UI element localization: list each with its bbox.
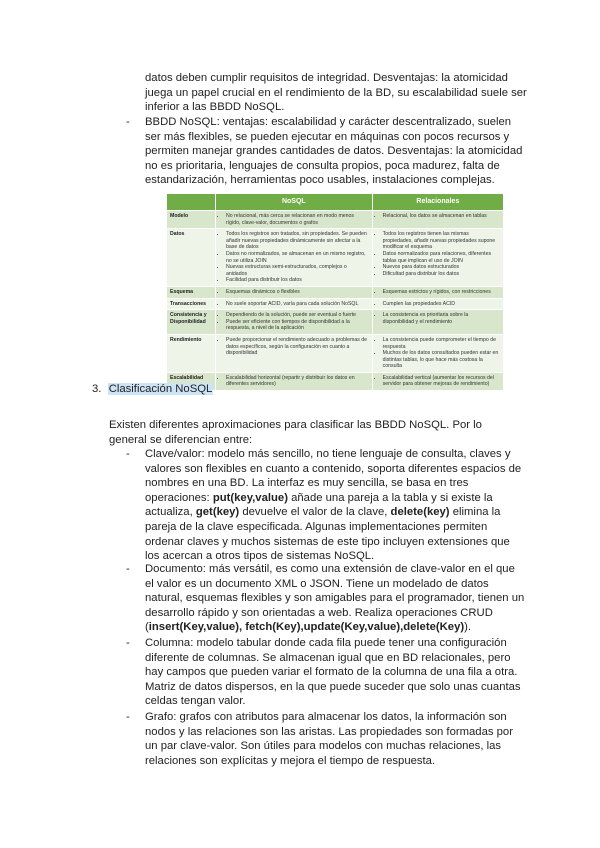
bullet-clave-valor: Clave/valor: modelo más sencillo, no tiene lenguaje de consulta, claves y valores son flexibles en cuanto a contenido, soporta diferentes espacios de nombres en una BD. La interfaz es muy sencilla, se basa en tres operaciones: put(key,value) añade una pareja a la tabla y si existe la actualiza, get(key) devuelve el valor de la clave, delete(key) elimina la pareja de la clave especificada. Algunas implementaciones permiten ordenar claves y muchos sistemas de este tipo incluyen extensiones que los acercan a otros tipos de sistemas NoSQL. <box>145 448 522 563</box>
table-row <box>167 229 504 287</box>
section-number: 3. <box>92 383 102 395</box>
table-header-relacionales: Relacionales <box>372 194 503 211</box>
table-row-label: Transacciones <box>167 298 216 310</box>
table-row <box>167 211 504 229</box>
table-cell-item: • Muchos de los datos consultados pueden estar en distintas tablas, lo que hace más costosa la consulta <box>383 350 500 370</box>
table-cell-item: • Cumplen las propiedades ACID <box>383 301 500 308</box>
paragraph-intro: Existen diferentes aproximaciones para clasificar las BBDD NoSQL. Por lo general se diferencian entre: <box>109 419 482 446</box>
op-put: put(key,value) <box>212 491 288 504</box>
table-row-label: Escalabilidad <box>167 372 216 390</box>
paragraph-relational-cons: datos deben cumplir requisitos de integridad. Desventajas: la atomicidad juega un papel crucial en el rendimiento de la BD, su escalabilidad suele ser inferior a las BBDD NoSQL. <box>145 72 527 114</box>
table-cell-item: • Escalabilidad vertical (aumentar los recursos del servidor para obtener mejoras de rendimiento) <box>383 375 500 388</box>
table-cell-relacionales <box>372 334 503 372</box>
bullet-dash: - <box>126 711 130 723</box>
table-cell-relacionales <box>372 372 503 390</box>
table-cell-item: • Datos normalizados para relaciones, diferentes tablas que implican el uso de JOIN <box>383 251 500 264</box>
table-row-label: Consistencia y Disponibilidad <box>167 310 216 335</box>
table-cell-item: • Dependiendo de la solución, puede ser eventual o fuerte <box>226 312 369 319</box>
table-cell-relacionales <box>372 298 503 310</box>
table-cell-item: • Nuevos para datos estructurados <box>383 264 500 271</box>
table-row <box>167 298 504 310</box>
comparison-table <box>166 193 504 391</box>
table-cell-nosql <box>216 334 373 372</box>
table-cell-item: • No relacional, más cerca se relacionan en modo menos rígido, clave-valor, documentos o grafos <box>226 213 369 226</box>
table-cell-item: • Esquemas estrictos y rígidos, con restricciones <box>383 289 500 296</box>
table-cell-relacionales <box>372 310 503 335</box>
table-cell-relacionales <box>372 229 503 287</box>
bullet-dash: - <box>126 637 130 649</box>
table-cell-item: • Nuevas estructuras semi-estructurados, complejos o anidados <box>226 264 369 277</box>
table-cell-item: • La consistencia puede comprometer el tiempo de respuesta <box>383 337 500 350</box>
table-row <box>167 310 504 335</box>
table-row-label: Rendimiento <box>167 334 216 372</box>
table-cell-nosql <box>216 310 373 335</box>
table-cell-item: • Todos los registros son tratados, sin propiedades. Se pueden añadir nuevas propiedades dinámicamente sin afectar a la base de datos <box>226 231 369 251</box>
bullet-columna: Columna: modelo tabular donde cada fila puede tener una configuración diferente de columnas. Se almacenan igual que en BD relacionales, pero hay campos que pueden variar el formato de la columna de una fila a otra. Matriz de datos dispersos, en la que puede suceder que solo unas cuantas celdas tengan valor. <box>145 637 521 708</box>
table-cell-item: • Todos los registros tienen las mismas propiedades, añadir nuevas propiedades supone modificar el esquema <box>383 231 500 251</box>
table-cell-item: • Relacional, los datos se almacenan en tablas <box>383 213 500 220</box>
table-cell-item: • Esquemas dinámicos o flexibles <box>226 289 369 296</box>
table-row-label: Esquema <box>167 286 216 298</box>
section-heading <box>92 382 213 396</box>
table-row-label: Datos <box>167 229 216 287</box>
bullet-dash: - <box>126 563 130 575</box>
table-header-nosql: NoSQL <box>216 194 373 211</box>
bullet-nosql-pros-cons: BBDD NoSQL: ventajas: escalabilidad y carácter descentralizado, suelen ser más flexibles, se pueden ejecutar en máquinas con pocos recursos y permiten manejar grandes cantidades de datos. Desventajas: la atomicidad no es prioritaria, lenguajes de consulta propios, poca madurez, falta de estandarización, herramientas poco usables, instalaciones complejas. <box>145 116 523 187</box>
bullet-documento: Documento: más versátil, es como una extensión de clave-valor en el que el valor es un documento XML o JSON. Tiene un modelado de datos natural, esquemas flexibles y son amigables para el programador, tienen un desarrollo rápido y son orientadas a web. Realiza operaciones CRUD (insert(Key,value), fetch(Key),update(Key,value),delete(Key)). <box>145 563 525 634</box>
table-cell-item: • Datos no normalizados, se almacenan en un mismo registro, no se utiliza JOIN <box>226 251 369 264</box>
table-header-empty <box>167 194 216 211</box>
table-row <box>167 286 504 298</box>
table-cell-nosql <box>216 298 373 310</box>
table-cell-nosql <box>216 229 373 287</box>
table-cell-item: • Escalabilidad horizontal (repartir y distribuir los datos en diferentes servidores) <box>226 375 369 388</box>
table-cell-nosql <box>216 372 373 390</box>
op-delete: delete(key) <box>390 506 450 519</box>
bullet-dash: - <box>126 116 130 128</box>
table-cell-item: • Facilidad para distribuir los datos <box>226 277 369 284</box>
section-title: Clasificación NoSQL <box>108 383 213 395</box>
table-cell-nosql <box>216 286 373 298</box>
op-get: get(key) <box>195 506 240 519</box>
crud-ops: insert(Key,value), fetch(Key),update(Key,value),delete(Key) <box>148 621 465 634</box>
table-cell-item: • Dificultad para distribuir los datos <box>383 271 500 278</box>
bullet-grafo: Grafo: grafos con atributos para almacenar los datos, la información son nodos y las relaciones son las aristas. Las propiedades son formadas por un par clave-valor. Son útiles para modelos con muchas relaciones, las relaciones son explícitas y mejora el tiempo de respuesta. <box>145 711 513 767</box>
table-row <box>167 334 504 372</box>
table-row-label: Modelo <box>167 211 216 229</box>
table-row <box>167 372 504 390</box>
table-cell-relacionales <box>372 286 503 298</box>
table-cell-item: • Puede ser eficiente con tiempos de disponibilidad a la respuesta, a nivel de la aplicación <box>226 319 369 332</box>
table-cell-item: • Puede proporcionar el rendimiento adecuado a problemas de datos específicos, según la configuración en cuanto a disponibilidad <box>226 337 369 357</box>
table-cell-item: • No suele soportar ACID, varía para cada solución NoSQL <box>226 301 369 308</box>
table-cell-relacionales <box>372 211 503 229</box>
table-cell-nosql <box>216 211 373 229</box>
table-cell-item: • La consistencia es prioritaria sobre la disponibilidad y el rendimiento <box>383 312 500 325</box>
bullet-dash: - <box>126 448 130 460</box>
